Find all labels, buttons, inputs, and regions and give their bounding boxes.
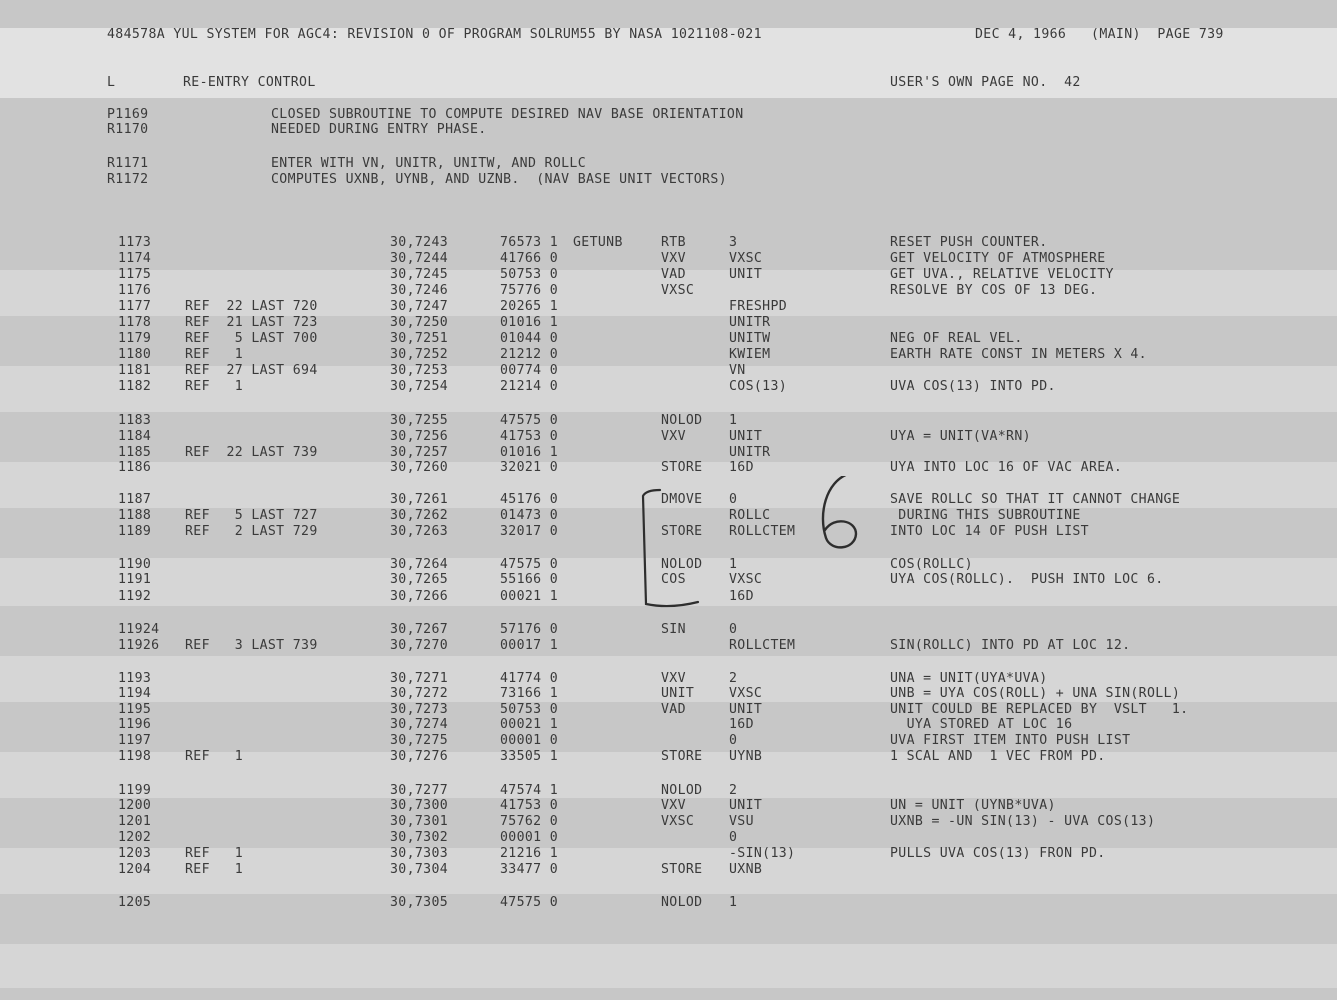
reference-field: REF 21 LAST 723 <box>185 315 318 330</box>
octal-word: 41753 0 <box>500 429 559 444</box>
address-field: 30,7301 <box>390 814 449 829</box>
operand-field: 0 <box>729 830 738 845</box>
address-field: 30,7250 <box>390 315 449 330</box>
line-number: 1189 <box>118 524 152 539</box>
line-number: 1202 <box>118 830 152 845</box>
address-field: 30,7265 <box>390 572 449 587</box>
handwritten-bracket-mark <box>630 476 880 616</box>
address-field: 30,7305 <box>390 895 449 910</box>
line-number: 1176 <box>118 283 152 298</box>
octal-word: 21212 0 <box>500 347 559 362</box>
comment-field: UNA = UNIT(UYA*UVA) <box>890 671 1048 686</box>
line-number: 1195 <box>118 702 152 717</box>
comment-field: UVA COS(13) INTO PD. <box>890 379 1056 394</box>
octal-word: 01473 0 <box>500 508 559 523</box>
reference-field: REF 2 LAST 729 <box>185 524 318 539</box>
address-field: 30,7272 <box>390 686 449 701</box>
opcode-field: VAD <box>661 267 686 282</box>
operand-field: 0 <box>729 622 738 637</box>
address-field: 30,7302 <box>390 830 449 845</box>
reference-field: REF 22 LAST 720 <box>185 299 318 314</box>
comment-field: RESOLVE BY COS OF 13 DEG. <box>890 283 1098 298</box>
octal-word: 47575 0 <box>500 413 559 428</box>
operand-field: UYNB <box>729 749 763 764</box>
operand-field: 0 <box>729 492 738 507</box>
line-number: 1179 <box>118 331 152 346</box>
line-number: 1184 <box>118 429 152 444</box>
section-code: L <box>107 75 116 90</box>
line-number: 1204 <box>118 862 152 877</box>
octal-word: 47574 1 <box>500 783 559 798</box>
octal-word: 50753 0 <box>500 702 559 717</box>
address-field: 30,7266 <box>390 589 449 604</box>
line-number: 1203 <box>118 846 152 861</box>
line-number: 1186 <box>118 460 152 475</box>
comment-field: PULLS UVA COS(13) FRON PD. <box>890 846 1106 861</box>
address-field: 30,7244 <box>390 251 449 266</box>
reference-field: REF 5 LAST 700 <box>185 331 318 346</box>
operand-field: 2 <box>729 783 738 798</box>
address-field: 30,7303 <box>390 846 449 861</box>
octal-word: 41753 0 <box>500 798 559 813</box>
opcode-field: SIN <box>661 622 686 637</box>
address-field: 30,7243 <box>390 235 449 250</box>
address-field: 30,7254 <box>390 379 449 394</box>
remark-text: COMPUTES UXNB, UYNB, AND UZNB. (NAV BASE UNIT VECTORS) <box>271 172 727 187</box>
address-field: 30,7275 <box>390 733 449 748</box>
operand-field: ROLLC <box>729 508 771 523</box>
opcode-field: STORE <box>661 862 703 877</box>
operand-field: VXSC <box>729 572 763 587</box>
opcode-field: STORE <box>661 524 703 539</box>
opcode-field: STORE <box>661 749 703 764</box>
octal-word: 00017 1 <box>500 638 559 653</box>
comment-field: INTO LOC 14 OF PUSH LIST <box>890 524 1089 539</box>
label-field: GETUNB <box>573 235 623 250</box>
operand-field: UNITR <box>729 445 771 460</box>
line-number: 1181 <box>118 363 152 378</box>
octal-word: 73166 1 <box>500 686 559 701</box>
opcode-field: NOLOD <box>661 783 703 798</box>
address-field: 30,7251 <box>390 331 449 346</box>
opcode-field: STORE <box>661 460 703 475</box>
line-number: 1191 <box>118 572 152 587</box>
reference-field: REF 1 <box>185 749 244 764</box>
octal-word: 41774 0 <box>500 671 559 686</box>
address-field: 30,7273 <box>390 702 449 717</box>
address-field: 30,7253 <box>390 363 449 378</box>
remark-id: R1172 <box>107 172 149 187</box>
reference-field: REF 1 <box>185 862 244 877</box>
remark-text: CLOSED SUBROUTINE TO COMPUTE DESIRED NAV BASE ORIENTATION <box>271 107 744 122</box>
line-number: 1196 <box>118 717 152 732</box>
line-number: 1187 <box>118 492 152 507</box>
line-number: 1183 <box>118 413 152 428</box>
user-page-number: USER'S OWN PAGE NO. 42 <box>890 75 1081 90</box>
reference-field: REF 3 LAST 739 <box>185 638 318 653</box>
line-number: 1175 <box>118 267 152 282</box>
comment-field: DURING THIS SUBROUTINE <box>890 508 1081 523</box>
comment-field: 1 SCAL AND 1 VEC FROM PD. <box>890 749 1106 764</box>
address-field: 30,7304 <box>390 862 449 877</box>
comment-field: UN = UNIT (UYNB*UVA) <box>890 798 1056 813</box>
octal-word: 57176 0 <box>500 622 559 637</box>
line-number: 1180 <box>118 347 152 362</box>
opcode-field: VXV <box>661 429 686 444</box>
octal-word: 47575 0 <box>500 895 559 910</box>
octal-word: 00021 1 <box>500 589 559 604</box>
address-field: 30,7252 <box>390 347 449 362</box>
line-number: 1177 <box>118 299 152 314</box>
address-field: 30,7256 <box>390 429 449 444</box>
line-number: 1199 <box>118 783 152 798</box>
operand-field: 1 <box>729 557 738 572</box>
line-number: 1178 <box>118 315 152 330</box>
octal-word: 00021 1 <box>500 717 559 732</box>
comment-field: GET UVA., RELATIVE VELOCITY <box>890 267 1114 282</box>
operand-field: COS(13) <box>729 379 788 394</box>
opcode-field: VAD <box>661 702 686 717</box>
address-field: 30,7246 <box>390 283 449 298</box>
operand-field: UXNB <box>729 862 763 877</box>
operand-field: UNIT <box>729 429 763 444</box>
octal-word: 00774 0 <box>500 363 559 378</box>
line-number: 1205 <box>118 895 152 910</box>
reference-field: REF 1 <box>185 846 244 861</box>
comment-field: NEG OF REAL VEL. <box>890 331 1023 346</box>
listing-header: 484578A YUL SYSTEM FOR AGC4: REVISION 0 OF PROGRAM SOLRUM55 BY NASA 1021108-021 <box>107 27 762 42</box>
comment-field: UYA INTO LOC 16 OF VAC AREA. <box>890 460 1123 475</box>
address-field: 30,7271 <box>390 671 449 686</box>
address-field: 30,7277 <box>390 783 449 798</box>
section-title: RE-ENTRY CONTROL <box>183 75 316 90</box>
line-number: 1194 <box>118 686 152 701</box>
address-field: 30,7274 <box>390 717 449 732</box>
octal-word: 32017 0 <box>500 524 559 539</box>
address-field: 30,7276 <box>390 749 449 764</box>
address-field: 30,7263 <box>390 524 449 539</box>
octal-word: 21216 1 <box>500 846 559 861</box>
operand-field: UNIT <box>729 798 763 813</box>
comment-field: UVA FIRST ITEM INTO PUSH LIST <box>890 733 1131 748</box>
line-number: 1192 <box>118 589 152 604</box>
opcode-field: VXSC <box>661 283 695 298</box>
operand-field: 2 <box>729 671 738 686</box>
octal-word: 00001 0 <box>500 733 559 748</box>
octal-word: 75776 0 <box>500 283 559 298</box>
opcode-field: VXV <box>661 671 686 686</box>
operand-field: VXSC <box>729 686 763 701</box>
comment-field: EARTH RATE CONST IN METERS X 4. <box>890 347 1147 362</box>
reference-field: REF 5 LAST 727 <box>185 508 318 523</box>
octal-word: 33477 0 <box>500 862 559 877</box>
octal-word: 21214 0 <box>500 379 559 394</box>
opcode-field: VXV <box>661 798 686 813</box>
octal-word: 76573 1 <box>500 235 559 250</box>
comment-field: SAVE ROLLC SO THAT IT CANNOT CHANGE <box>890 492 1181 507</box>
address-field: 30,7247 <box>390 299 449 314</box>
operand-field: 16D <box>729 717 754 732</box>
octal-word: 41766 0 <box>500 251 559 266</box>
operand-field: 16D <box>729 460 754 475</box>
comment-field: COS(ROLLC) <box>890 557 973 572</box>
octal-word: 20265 1 <box>500 299 559 314</box>
address-field: 30,7267 <box>390 622 449 637</box>
line-number: 1185 <box>118 445 152 460</box>
address-field: 30,7262 <box>390 508 449 523</box>
annotation-text <box>1000 40 1001 41</box>
reference-field: REF 1 <box>185 379 244 394</box>
comment-field: UYA STORED AT LOC 16 <box>890 717 1073 732</box>
line-number: 1198 <box>118 749 152 764</box>
opcode-field: DMOVE <box>661 492 703 507</box>
operand-field: VXSC <box>729 251 763 266</box>
opcode-field: NOLOD <box>661 413 703 428</box>
remark-id: P1169 <box>107 107 149 122</box>
opcode-field: NOLOD <box>661 557 703 572</box>
line-number: 1193 <box>118 671 152 686</box>
line-number: 1201 <box>118 814 152 829</box>
remark-id: R1170 <box>107 122 149 137</box>
opcode-field: VXV <box>661 251 686 266</box>
line-number: 1190 <box>118 557 152 572</box>
paper-band <box>0 0 1337 28</box>
operand-field: UNITR <box>729 315 771 330</box>
octal-word: 75762 0 <box>500 814 559 829</box>
line-number: 11926 <box>118 638 160 653</box>
comment-field: GET VELOCITY OF ATMOSPHERE <box>890 251 1106 266</box>
paper-band <box>0 988 1337 1000</box>
date-page-header: DEC 4, 1966 (MAIN) PAGE 739 <box>975 27 1224 42</box>
comment-field: SIN(ROLLC) INTO PD AT LOC 12. <box>890 638 1131 653</box>
operand-field: UNIT <box>729 702 763 717</box>
address-field: 30,7264 <box>390 557 449 572</box>
opcode-field: UNIT <box>661 686 695 701</box>
reference-field: REF 1 <box>185 347 244 362</box>
octal-word: 32021 0 <box>500 460 559 475</box>
line-number: 1188 <box>118 508 152 523</box>
line-number: 1173 <box>118 235 152 250</box>
reference-field: REF 27 LAST 694 <box>185 363 318 378</box>
comment-field: UNB = UYA COS(ROLL) + UNA SIN(ROLL) <box>890 686 1181 701</box>
remark-id: R1171 <box>107 156 149 171</box>
opcode-field: COS <box>661 572 686 587</box>
line-number: 11924 <box>118 622 160 637</box>
operand-field: 16D <box>729 589 754 604</box>
operand-field: UNIT <box>729 267 763 282</box>
reference-field: REF 22 LAST 739 <box>185 445 318 460</box>
line-number: 1200 <box>118 798 152 813</box>
comment-field: UYA = UNIT(VA*RN) <box>890 429 1031 444</box>
comment-field: UNIT COULD BE REPLACED BY VSLT 1. <box>890 702 1189 717</box>
octal-word: 01016 1 <box>500 315 559 330</box>
octal-word: 00001 0 <box>500 830 559 845</box>
line-number: 1174 <box>118 251 152 266</box>
address-field: 30,7300 <box>390 798 449 813</box>
address-field: 30,7255 <box>390 413 449 428</box>
line-number: 1197 <box>118 733 152 748</box>
operand-field: FRESHPD <box>729 299 788 314</box>
operand-field: UNITW <box>729 331 771 346</box>
line-number: 1182 <box>118 379 152 394</box>
octal-word: 45176 0 <box>500 492 559 507</box>
octal-word: 01044 0 <box>500 331 559 346</box>
remark-text: ENTER WITH VN, UNITR, UNITW, AND ROLLC <box>271 156 587 171</box>
comment-field: UXNB = -UN SIN(13) - UVA COS(13) <box>890 814 1156 829</box>
operand-field: KWIEM <box>729 347 771 362</box>
operand-field: 3 <box>729 235 738 250</box>
octal-word: 47575 0 <box>500 557 559 572</box>
address-field: 30,7270 <box>390 638 449 653</box>
octal-word: 33505 1 <box>500 749 559 764</box>
comment-field: RESET PUSH COUNTER. <box>890 235 1048 250</box>
address-field: 30,7260 <box>390 460 449 475</box>
opcode-field: VXSC <box>661 814 695 829</box>
octal-word: 01016 1 <box>500 445 559 460</box>
address-field: 30,7261 <box>390 492 449 507</box>
operand-field: ROLLCTEM <box>729 638 796 653</box>
operand-field: VSU <box>729 814 754 829</box>
octal-word: 50753 0 <box>500 267 559 282</box>
opcode-field: NOLOD <box>661 895 703 910</box>
comment-field: UYA COS(ROLLC). PUSH INTO LOC 6. <box>890 572 1164 587</box>
operand-field: 0 <box>729 733 738 748</box>
operand-field: 1 <box>729 413 738 428</box>
remark-text: NEEDED DURING ENTRY PHASE. <box>271 122 487 137</box>
operand-field: ROLLCTEM <box>729 524 796 539</box>
octal-word: 55166 0 <box>500 572 559 587</box>
operand-field: -SIN(13) <box>729 846 796 861</box>
operand-field: VN <box>729 363 746 378</box>
address-field: 30,7245 <box>390 267 449 282</box>
operand-field: 1 <box>729 895 738 910</box>
address-field: 30,7257 <box>390 445 449 460</box>
opcode-field: RTB <box>661 235 686 250</box>
